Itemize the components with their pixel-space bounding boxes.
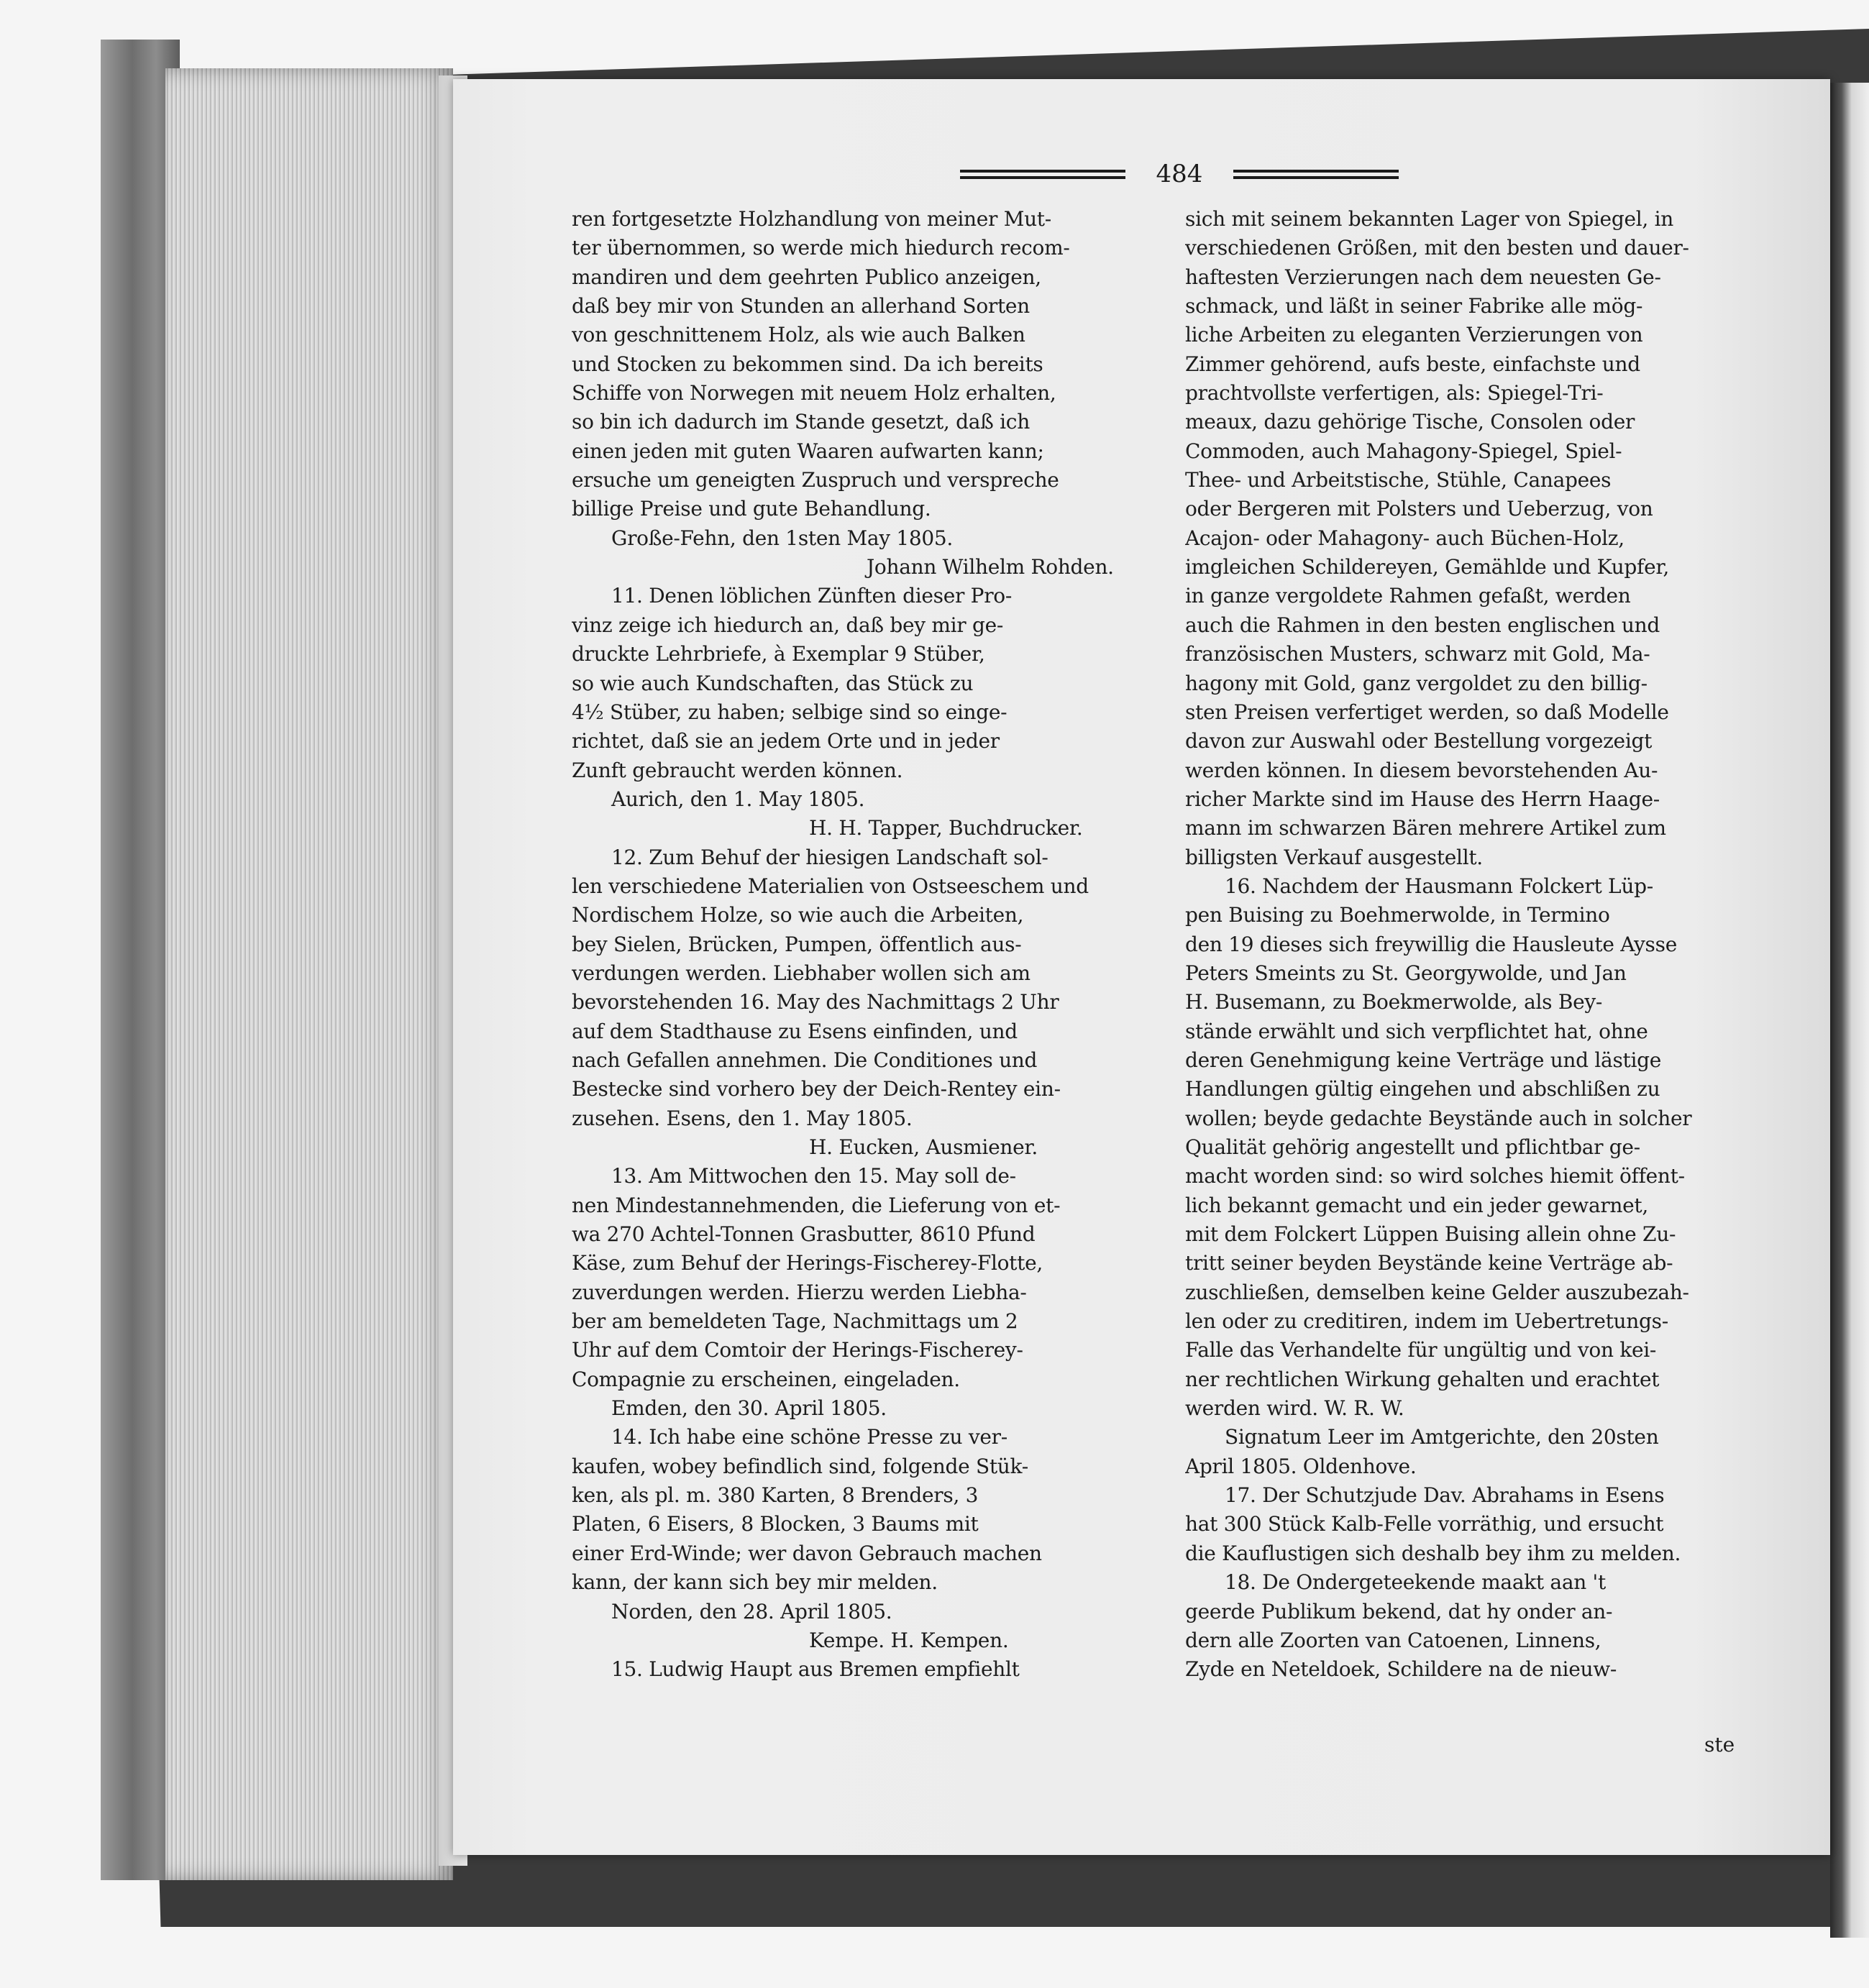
text-line: Große-Fehn, den 1sten May 1805. — [611, 526, 953, 550]
text-line: billige Preise und gute Behandlung. — [572, 497, 931, 521]
text-line: einen jeden mit guten Waaren aufwarten kann; — [572, 439, 1044, 463]
text-line: prachtvollste verfertigen, als: Spiegel-Tri- — [1185, 381, 1604, 406]
text-line: werden können. In diesem bevorstehenden Au- — [1185, 758, 1658, 782]
text-line: Platen, 6 Eisers, 8 Blocken, 3 Baums mit — [572, 1512, 979, 1536]
text-line: 18. De Ondergeteekende maakt aan 't — [1225, 1570, 1606, 1595]
text-line: 11. Denen löblichen Zünften dieser Pro- — [611, 584, 1013, 608]
text-line: und Stocken zu bekommen sind. Da ich bereits — [572, 352, 1043, 376]
text-line: meaux, dazu gehörige Tische, Consolen oder — [1185, 410, 1635, 434]
text-line: Uhr auf dem Comtoir der Herings-Fischerey- — [572, 1338, 1023, 1362]
text-line: Qualität gehörig angestellt und pflichtbar ge- — [1185, 1135, 1640, 1159]
text-line: liche Arbeiten zu eleganten Verzierungen von — [1185, 323, 1643, 347]
text-line: Thee- und Arbeitstische, Stühle, Canapees — [1185, 468, 1612, 493]
text-line: haftesten Verzierungen nach dem neuesten Ge- — [1185, 265, 1661, 289]
facing-page-edge — [1830, 83, 1869, 1938]
text-line: Nordischem Holze, so wie auch die Arbeiten, — [572, 903, 1024, 927]
text-line: stände erwählt und sich verpflichtet hat, ohne — [1185, 1019, 1648, 1043]
text-line: Falle das Verhandelte für ungültig und von kei- — [1185, 1338, 1657, 1362]
text-line: den 19 dieses sich freywillig die Hausleute Aysse — [1185, 932, 1677, 956]
text-line: bevorstehenden 16. May des Nachmittags 2 Uhr — [572, 990, 1059, 1014]
text-line: Commoden, auch Mahagony-Spiegel, Spiel- — [1185, 439, 1622, 463]
header-rule-right — [1233, 170, 1399, 180]
text-line: Handlungen gültig eingehen und abschlißen zu — [1185, 1077, 1660, 1101]
right-text-column — [1185, 205, 1782, 1685]
text-line: Acajon- oder Mahagony- auch Büchen-Holz, — [1185, 526, 1624, 550]
text-line: in ganze vergoldete Rahmen gefaßt, werden — [1185, 584, 1631, 608]
text-line: Aurich, den 1. May 1805. — [611, 787, 865, 811]
text-line: die Kauflustigen sich deshalb bey ihm zu melden. — [1185, 1541, 1681, 1565]
text-line: 15. Ludwig Haupt aus Bremen empfiehlt — [611, 1657, 1020, 1682]
text-line: wollen; beyde gedachte Beystände auch in solcher — [1185, 1106, 1692, 1130]
text-line: so wie auch Kundschaften, das Stück zu — [572, 671, 974, 695]
left-text-column — [572, 205, 1154, 1685]
text-line: 12. Zum Behuf der hiesigen Landschaft sol- — [611, 845, 1048, 869]
text-line: einer Erd-Winde; wer davon Gebrauch machen — [572, 1541, 1042, 1565]
text-line: billigsten Verkauf ausgestellt. — [1185, 845, 1483, 869]
text-line: Zunft gebraucht werden können. — [572, 758, 903, 782]
text-line: ersuche um geneigten Zuspruch und verspreche — [572, 468, 1059, 493]
text-line: sich mit seinem bekannten Lager von Spiegel, in — [1185, 207, 1673, 231]
text-line: zusehen. Esens, den 1. May 1805. — [572, 1106, 913, 1130]
text-line: Bestecke sind vorhero bey der Deich-Rentey ein- — [572, 1077, 1061, 1101]
text-line: mandiren und dem geehrten Publico anzeigen, — [572, 265, 1041, 289]
text-line: 17. Der Schutzjude Dav. Abrahams in Esens — [1225, 1483, 1665, 1508]
text-line: dern alle Zoorten van Catoenen, Linnens, — [1185, 1628, 1601, 1652]
text-line: Norden, den 28. April 1805. — [611, 1599, 892, 1623]
text-line: len verschiedene Materialien von Ostseeschem und — [572, 874, 1089, 898]
text-line: tritt seiner beyden Beystände keine Verträge ab- — [1185, 1251, 1673, 1275]
text-line: davon zur Auswahl oder Bestellung vorgezeigt — [1185, 729, 1653, 753]
text-line: auch die Rahmen in den besten englischen und — [1185, 613, 1660, 637]
page-edges-block — [165, 68, 453, 1880]
text-line: richer Markte sind im Hause des Herrn Haage- — [1185, 787, 1660, 811]
text-line: werden wird. W. R. W. — [1185, 1396, 1404, 1421]
text-line: 14. Ich habe eine schöne Presse zu ver- — [611, 1425, 1007, 1449]
text-line: macht worden sind: so wird solches hiemit öffent- — [1185, 1164, 1685, 1188]
text-line: so bin ich dadurch im Stande gesetzt, daß ich — [572, 410, 1030, 434]
text-line: Schiffe von Norwegen mit neuem Holz erhalten, — [572, 381, 1056, 406]
text-line: pen Buising zu Boehmerwolde, in Termino — [1185, 903, 1610, 927]
page-number: 484 — [1156, 160, 1203, 188]
text-line: nen Mindestannehmenden, die Lieferung von et- — [572, 1193, 1061, 1217]
text-line: schmack, und läßt in seiner Fabrike alle mög- — [1185, 294, 1643, 319]
text-line: verdungen werden. Liebhaber wollen sich am — [572, 961, 1031, 985]
text-line: 16. Nachdem der Hausmann Folckert Lüp- — [1225, 874, 1653, 898]
text-line: ber am bemeldeten Tage, Nachmittags um 2 — [572, 1309, 1018, 1334]
text-line: ken, als pl. m. 380 Karten, 8 Brenders, 3 — [572, 1483, 979, 1508]
text-line: oder Bergeren mit Polsters und Ueberzug, von — [1185, 497, 1653, 521]
text-line: Peters Smeints zu St. Georgywolde, und Jan — [1185, 961, 1627, 985]
text-line: lich bekannt gemacht und ein jeder gewarnet, — [1185, 1193, 1648, 1217]
text-line: sten Preisen verfertiget werden, so daß Modelle — [1185, 700, 1669, 724]
text-line: verschiedenen Größen, mit den besten und dauer- — [1185, 236, 1689, 260]
text-line: kaufen, wobey befindlich sind, folgende Stük- — [572, 1454, 1028, 1478]
text-line: geerde Publikum bekend, dat hy onder an- — [1185, 1599, 1613, 1623]
text-line: auf dem Stadthause zu Esens einfinden, und — [572, 1019, 1018, 1043]
text-line: Zimmer gehörend, aufs beste, einfachste und — [1185, 352, 1640, 376]
text-line: Compagnie zu erscheinen, eingeladen. — [572, 1367, 960, 1391]
text-line: hagony mit Gold, ganz vergoldet zu den billig- — [1185, 671, 1648, 695]
text-line: imgleichen Schildereyen, Gemählde und Kupfer, — [1185, 555, 1669, 580]
text-line: Kempe. H. Kempen. — [809, 1628, 1009, 1652]
text-line: daß bey mir von Stunden an allerhand Sorten — [572, 294, 1030, 319]
text-line: nach Gefallen annehmen. Die Conditiones und — [572, 1048, 1038, 1072]
text-line: Käse, zum Behuf der Herings-Fischerey-Flotte, — [572, 1251, 1043, 1275]
text-line: Emden, den 30. April 1805. — [611, 1396, 887, 1421]
text-line: mann im schwarzen Bären mehrere Artikel zum — [1185, 816, 1666, 840]
text-line: vinz zeige ich hiedurch an, daß bey mir ge- — [572, 613, 1004, 637]
text-line: französischen Musters, schwarz mit Gold, Ma- — [1185, 642, 1650, 667]
text-line: Zyde en Neteldoek, Schildere na de nieuw- — [1185, 1657, 1617, 1682]
text-line: von geschnittenem Holz, als wie auch Balken — [572, 323, 1025, 347]
page-header — [960, 160, 1406, 191]
header-rule-left — [960, 170, 1125, 180]
text-line: April 1805. Oldenhove. — [1185, 1454, 1417, 1478]
text-line: deren Genehmigung keine Verträge und lästige — [1185, 1048, 1662, 1072]
text-line: H. Busemann, zu Boekmerwolde, als Bey- — [1185, 990, 1603, 1014]
text-line: Signatum Leer im Amtgerichte, den 20sten — [1225, 1425, 1659, 1449]
text-line: bey Sielen, Brücken, Pumpen, öffentlich aus- — [572, 932, 1022, 956]
catchword: ste — [1704, 1733, 1735, 1756]
text-line: ter übernommen, so werde mich hiedurch recom- — [572, 236, 1070, 260]
text-line: H. H. Tapper, Buchdrucker. — [809, 816, 1083, 840]
text-line: 4½ Stüber, zu haben; selbige sind so einge- — [572, 700, 1007, 724]
text-line: H. Eucken, Ausmiener. — [809, 1135, 1038, 1159]
text-line: kann, der kann sich bey mir melden. — [572, 1570, 938, 1595]
text-line: 13. Am Mittwochen den 15. May soll de- — [611, 1164, 1016, 1188]
text-line: zuschließen, demselben keine Gelder auszubezah- — [1185, 1280, 1689, 1304]
text-line: len oder zu creditiren, indem im Uebertretungs- — [1185, 1309, 1668, 1334]
text-line: druckte Lehrbriefe, à Exemplar 9 Stüber, — [572, 642, 985, 667]
text-line: wa 270 Achtel-Tonnen Grasbutter, 8610 Pfund — [572, 1222, 1036, 1247]
text-line: hat 300 Stück Kalb-Felle vorräthig, und ersucht — [1185, 1512, 1664, 1536]
text-line: ner rechtlichen Wirkung gehalten und erachtet — [1185, 1367, 1660, 1391]
text-line: ren fortgesetzte Holzhandlung von meiner Mut- — [572, 207, 1051, 231]
text-line: mit dem Folckert Lüppen Buising allein ohne Zu- — [1185, 1222, 1676, 1247]
text-line: richtet, daß sie an jedem Orte und in jeder — [572, 729, 1000, 753]
text-line: Johann Wilhelm Rohden. — [867, 555, 1114, 580]
text-line: zuverdungen werden. Hierzu werden Liebha- — [572, 1280, 1027, 1304]
